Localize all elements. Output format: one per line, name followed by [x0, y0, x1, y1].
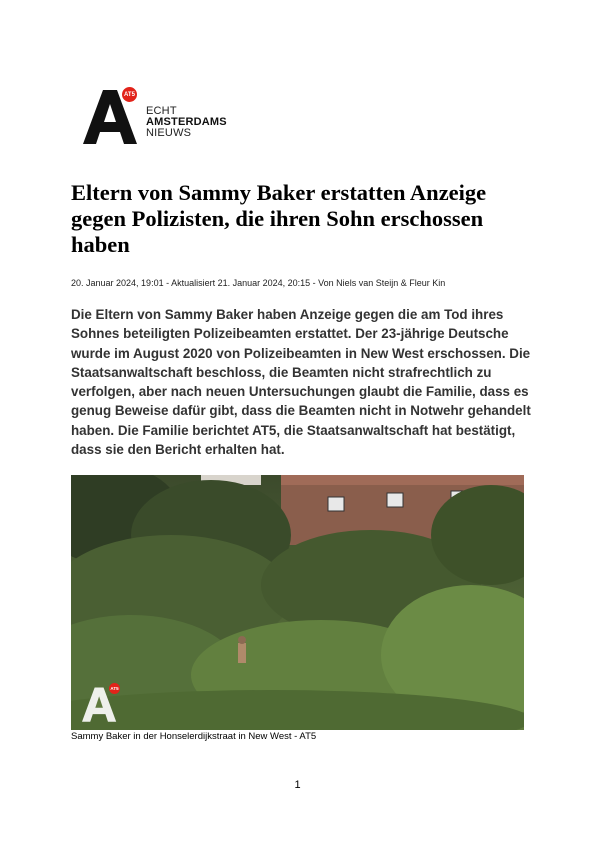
logo-line-amsterdams: AMSTERDAMS — [146, 116, 227, 128]
article-photo — [71, 475, 524, 730]
photo-caption: Sammy Baker in der Honselerdijkstraat in New West - AT5 — [71, 731, 317, 742]
publisher-logo — [83, 86, 243, 150]
article-headline: Eltern von Sammy Baker erstatten Anzeige gegen Polizisten, die ihren Sohn erschossen haben — [71, 180, 487, 257]
foliage-scene-image — [71, 475, 524, 730]
article-meta: 20. Januar 2024, 19:01 - Aktualisiert 21. Januar 2024, 20:15 - Von Niels van Steijn & Fleur Kin — [71, 278, 446, 288]
logo-line-nieuws: NIEUWS — [146, 127, 192, 139]
at5-badge: AT5 — [122, 87, 137, 102]
logo-line-echt: ECHT — [146, 105, 177, 117]
logo-wordmark — [146, 106, 227, 139]
page-number: 1 — [294, 779, 301, 791]
photo-watermark — [81, 685, 125, 727]
watermark-badge: AT5 — [109, 683, 120, 694]
article-lead: Die Eltern von Sammy Baker haben Anzeige gegen die am Tod ihres Sohnes beteiligten Polizeibeamten erstattet. Der 23-jährige Deutsche wurde im August 2020 von Polizeibeamten in New West erschossen. Die Staatsanwaltschaft beschloss, die Beamten nicht strafrechtlich zu verfolgen, aber nach neuen Untersuchungen glaubt die Familie, dass es genug Beweise dafür gibt, dass die Beamten nicht in Notwehr gehandelt haben. Die Familie berichtet AT5, die Staatsanwaltschaft hat bestätigt, dass sie den Bericht erhalten hat. — [71, 307, 531, 458]
